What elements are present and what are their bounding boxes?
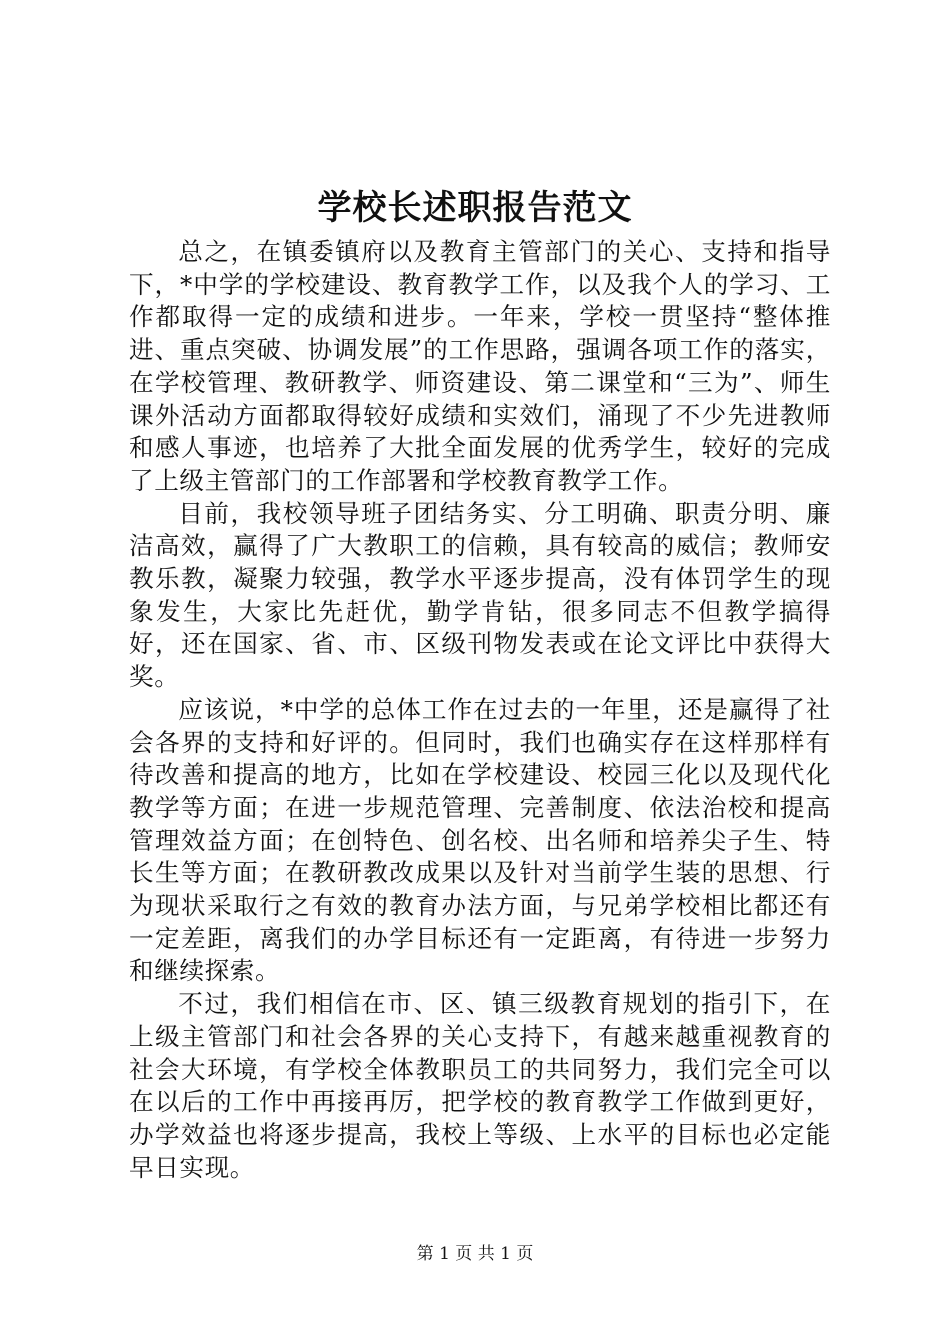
paragraph-4: 不过，我们相信在市、区、镇三级教育规划的指引下，在上级主管部门和社会各界的关心支持下，有越来越重视教育的社会大环境，有学校全体教职员工的共同努力，我们完全可以在以后的工作中再接再厉，把学校的教育教学工作做到更好，办学效益也将逐步提高，我校上等级、上水平的目标也必定能早日实现。 <box>129 989 831 1182</box>
paragraph-2: 目前，我校领导班子团结务实、分工明确、职责分明、廉洁高效，赢得了广大教职工的信赖，具有较高的威信；教师安教乐教，凝聚力较强，教学水平逐步提高，没有体罚学生的现象发生，大家比先赶优，勤学肯钻，很多同志不但教学搞得好，还在国家、省、市、区级刊物发表或在论文评比中获得大奖。 <box>129 498 831 692</box>
paragraph-3: 应该说，*中学的总体工作在过去的一年里，还是赢得了社会各界的支持和好评的。但同时，我们也确实存在这样那样有待改善和提高的地方，比如在学校建设、校园三化以及现代化教学等方面；在进一步规范管理、完善制度、依法治校和提高管理效益方面；在创特色、创名校、出名师和培养尖子生、特长生等方面；在教研教改成果以及针对当前学生装的思想、行为现状采取行之有效的教育办法方面，与兄弟学校相比都还有一定差距，离我们的办学目标还有一定距离，有待进一步努力和继续探索。 <box>129 694 831 986</box>
page-number-footer: 第 1 页 共 1 页 <box>416 1244 534 1264</box>
document-body <box>129 236 831 1184</box>
paragraph-1: 总之，在镇委镇府以及教育主管部门的关心、支持和指导下，*中学的学校建设、教育教学工作，以及我个人的学习、工作都取得一定的成绩和进步。一年来，学校一贯坚持“整体推进、重点突破、协调发展”的工作思路，强调各项工作的落实，在学校管理、教研教学、师资建设、第二课堂和“三为”、师生课外活动方面都取得较好成绩和实效们，涌现了不少先进教师和感人事迹，也培养了大批全面发展的优秀学生，较好的完成了上级主管部门的工作部署和学校教育教学工作。 <box>129 237 831 495</box>
document-title: 学校长述职报告范文 <box>317 188 633 228</box>
